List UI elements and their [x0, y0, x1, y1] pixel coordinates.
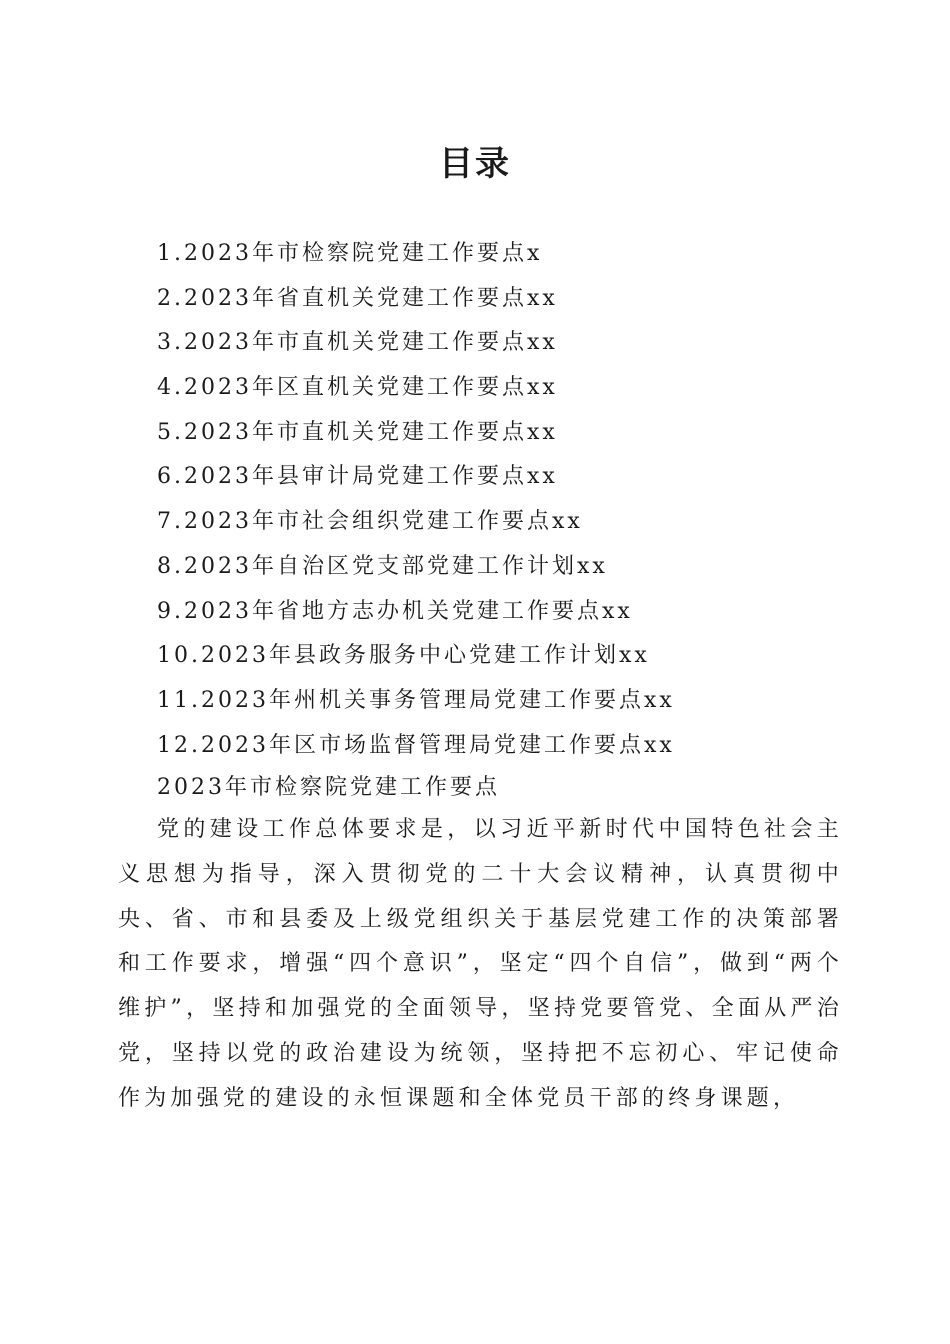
table-of-contents — [157, 232, 675, 768]
toc-item: 10.2023年县政务服务中心党建工作计划xx — [157, 643, 650, 669]
toc-item: 1.2023年市检察院党建工作要点x — [157, 241, 543, 266]
toc-item: 8.2023年自治区党支部党建工作计划xx — [157, 553, 608, 579]
toc-item: 3.2023年市直机关党建工作要点xx — [157, 330, 558, 356]
body-paragraph: 党的建设工作总体要求是，以习近平新时代中国特色社会主义思想为指导，深入贯彻党的二十大会议精神，认真贯彻中央、省、市和县委及上级党组织关于基层党建工作的决策部署和工作要求，增强“四个意识”，坚定“四个自信”，做到“两个维护”，坚持和加强党的全面领导，坚持党要管党、全面从严治党，坚持以党的政治建设为统领，坚持把不忘初心、牢记使命作为加强党的建设的永恒课题和全体党员干部的终身课题， — [118, 817, 843, 1111]
toc-item: 12.2023年区市场监督管理局党建工作要点xx — [157, 732, 675, 758]
toc-item: 2.2023年省直机关党建工作要点xx — [157, 285, 558, 311]
toc-item: 6.2023年县审计局党建工作要点xx — [157, 464, 558, 490]
toc-item: 5.2023年市直机关党建工作要点xx — [157, 419, 558, 445]
toc-item: 9.2023年省地方志办机关党建工作要点xx — [157, 598, 633, 624]
toc-item: 4.2023年区直机关党建工作要点xx — [157, 375, 558, 401]
toc-item: 7.2023年市社会组织党建工作要点xx — [157, 509, 583, 535]
page-title: 目录 — [439, 144, 511, 184]
section-heading: 2023年市检察院党建工作要点 — [157, 775, 500, 800]
toc-item: 11.2023年州机关事务管理局党建工作要点xx — [157, 687, 675, 713]
